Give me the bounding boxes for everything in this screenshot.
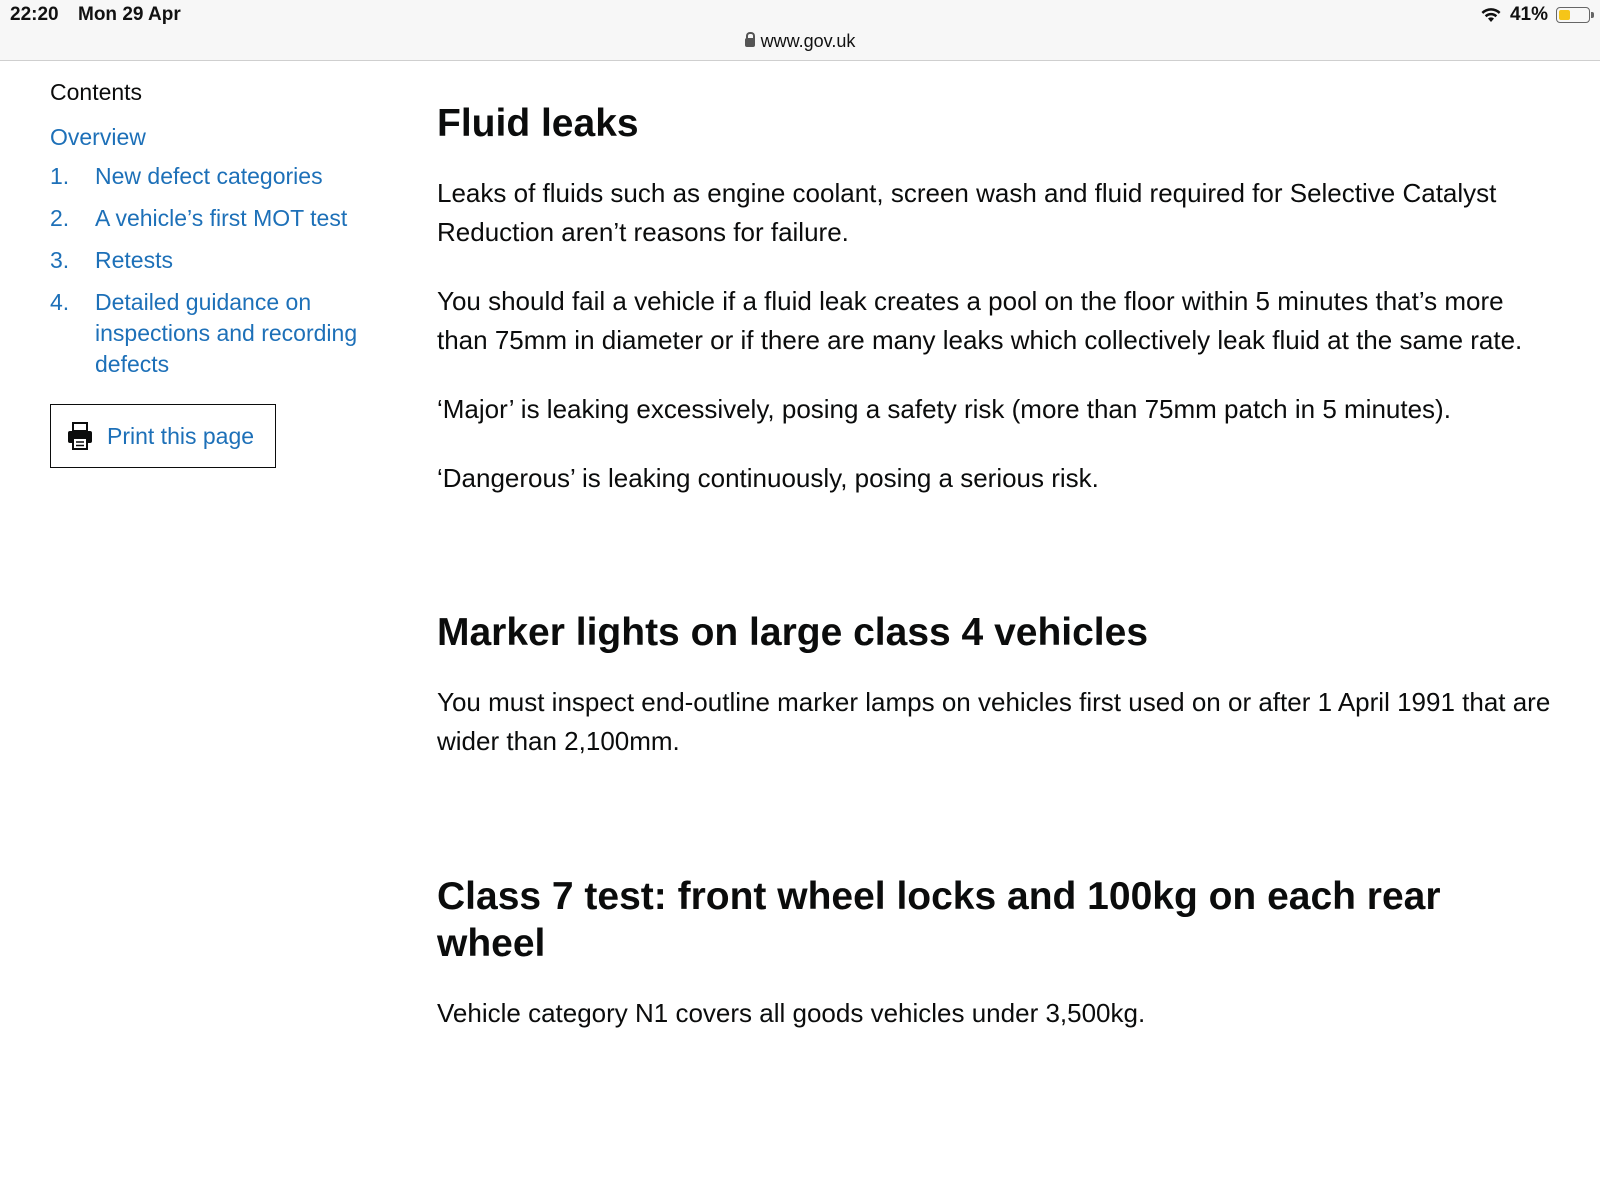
toc-item-label[interactable]: Detailed guidance on inspections and recording defects bbox=[95, 289, 358, 378]
section-heading: Fluid leaks bbox=[437, 102, 639, 145]
wifi-icon bbox=[1480, 7, 1502, 23]
lock-icon bbox=[745, 38, 755, 47]
body-paragraph: You must inspect end-outline marker lamps on vehicles first used on or after 1 April 1991 that are wider than 2,100mm. bbox=[437, 687, 1551, 756]
toc-item-retests[interactable] bbox=[50, 245, 380, 276]
contents-title: Contents bbox=[50, 79, 143, 105]
print-page-button[interactable] bbox=[50, 404, 276, 468]
print-page-label: Print this page bbox=[107, 422, 255, 449]
url-text: www.gov.uk bbox=[760, 31, 856, 51]
clock-time: 22:20 bbox=[10, 4, 59, 25]
status-bar bbox=[0, 0, 1600, 61]
section-marker-lights bbox=[437, 609, 1557, 761]
body-paragraph: You should fail a vehicle if a fluid leak creates a pool on the floor within 5 minutes that’s more than 75mm in diameter or if there are many leaks which collectively leak fluid at the same rate. bbox=[437, 286, 1523, 355]
address-bar[interactable] bbox=[0, 31, 1600, 52]
toc-item-number: 1. bbox=[50, 163, 70, 190]
battery-level bbox=[1559, 10, 1570, 20]
toc-item-detailed-guidance[interactable] bbox=[50, 287, 380, 380]
section-fluid-leaks bbox=[437, 100, 1557, 498]
body-paragraph: ‘Dangerous’ is leaking continuously, posing a serious risk. bbox=[437, 463, 1099, 493]
contents-sidebar bbox=[50, 76, 380, 468]
section-heading: Marker lights on large class 4 vehicles bbox=[437, 611, 1149, 654]
toc-item-number: 3. bbox=[50, 247, 70, 274]
toc-item-new-defect-categories[interactable] bbox=[50, 161, 380, 192]
toc-list bbox=[50, 161, 380, 380]
toc-overview-link[interactable]: Overview bbox=[50, 124, 146, 151]
toc-item-label[interactable]: A vehicle’s first MOT test bbox=[95, 205, 348, 232]
toc-item-label[interactable]: Retests bbox=[95, 247, 173, 274]
body-paragraph: Leaks of fluids such as engine coolant, screen wash and fluid required for Selective Catalyst Reduction aren’t reasons for failure. bbox=[437, 178, 1497, 247]
body-paragraph: ‘Major’ is leaking excessively, posing a safety risk (more than 75mm patch in 5 minutes). bbox=[437, 394, 1451, 424]
toc-item-label[interactable]: New defect categories bbox=[95, 163, 323, 190]
status-indicators bbox=[1480, 4, 1590, 26]
toc-item-number: 4. bbox=[50, 289, 70, 316]
battery-icon bbox=[1556, 7, 1590, 23]
main-content bbox=[437, 100, 1557, 1033]
battery-percent: 41% bbox=[1509, 4, 1548, 25]
section-heading: Class 7 test: front wheel locks and 100kg on each rear wheel bbox=[437, 875, 1441, 965]
section-class-7-test bbox=[437, 873, 1557, 1033]
status-date: Mon 29 Apr bbox=[78, 4, 181, 25]
toc-item-number: 2. bbox=[50, 205, 70, 232]
toc-item-first-mot-test[interactable] bbox=[50, 203, 380, 234]
printer-icon bbox=[67, 422, 93, 450]
body-paragraph: Vehicle category N1 covers all goods vehicles under 3,500kg. bbox=[437, 998, 1146, 1028]
